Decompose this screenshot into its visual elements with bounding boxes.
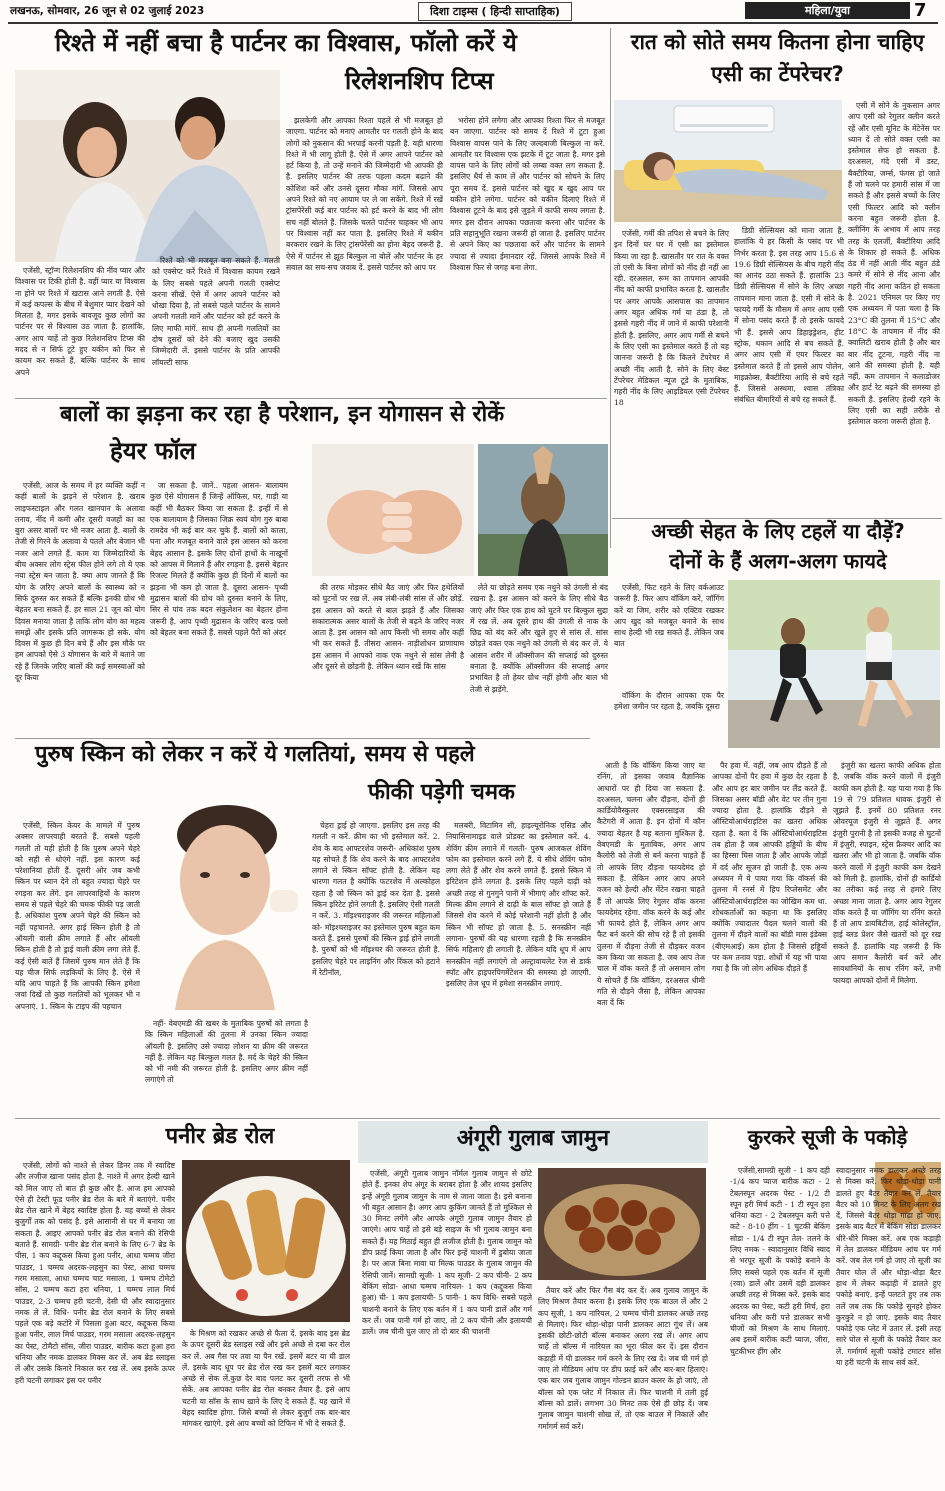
article3-headline-line2: हेयर फॉल <box>110 437 196 465</box>
article2-column-3: एसी में सोने के नुकसान अगर आप एसी को रेगुलर क्लीन करते रहें और एसी यूनिट के मेंटेनेंस पर ध्यान दें तो सोते वक्त एसी का इस्तेमाल सेफ हो सकता है. दरअसल, गंदे एसी में डस्ट, बैक्टीरिया, जर्म्स, फंगस हो जाते हैं जो चलने पर हमारी सांस में जा सकते हैं और इससे बच्चों के लिए एसी फिल्टर आदि को क्लीन करना बहुत जरूरी होता है. क्लीनिंग के अभाव में आप तरह तरह के एलर्जी, बैक्टीरिया आदि के शिकार हो सकते हैं. अधिक ठंड में नहीं आती नींद बहुत ठंडे कमरे में सोने से नींद आना और गहरी नींद आना कठिन हो सकता है. 2021 एनिमल पर किए गए एक अध्ययन में पता चला है कि 23°C की तुलना में 15°C और 18°C के तापमान में नींद की क्वालिटी खराब होती है और बार बार नींद टूटना, गहरी नींद ना आने की समस्या होती है. यही नहीं, कम तापमान ने कलाडोजर और हार्ट रेट बढ़ने की समस्या हो सकती है. इसलिए हेल्दी रहने के लिए एसी का सही तरीके से इस्तेमाल करना जरूरी होता है. <box>848 101 940 427</box>
article3-column-1: एजेंसी, आज के समय में हर व्यक्ति कहीं न कहीं बालों के झड़ने से परेशान है. खराब लाइफस्टाइल और गलत खानपान के अलावा तनाव, नींद में कमी और दूसरी वजहों का का बुरा असर बालों पर भी नजर आता है. बालों के तेजी से गिरने के अलावा ये पतले और बेजान भी नजर आने लगते हैं. काम या जिम्मेदारियों के बीच अक्सर लोग स्ट्रेस फील होने लगे तो ये एक नया स्ट्रेस बन जाता है. क्या आप जानते हैं कि योग के जरिए अपने बालों के स्वास्थ्य को न सिर्फ दुरुस्त कर सकते हैं बल्कि इनकी ग्रोथ भी बेहतर बना सकते हैं. हर साल 21 जून को योग दिवस मनाया जाता है ताकि लोग योग का महत्व समझें और इसके प्रति जागरूक हो सके. योग दिवस में कुछ ही दिन बचे हैं और इस मौके पर हम आपको ऐसे 3 योगासन के बारे में बताने जा रहे हैं जिनके जरिए बालों की कई समस्याओं को दूर किया <box>15 481 145 683</box>
article5-column-1: एजेंसी, स्किन केयर के मामले में पुरुष अक्सर लापरवाही बरतते हैं. सबसे पहली गलती तो यही होती है कि पुरुष अपने चेहरे को सही से धोएंगे नहीं. इस कारण कई परेशानियां होती हैं. दूसरी ओर जब कभी स्किन पर ध्यान देने तो बहुत ज्यादा चेहरे पर रगड़ना कर लेंगे. इन लापरवाहियों के कारण समय से पहले चेहरे की चमक फीकी पड़ जाती है. अधिकांश पुरुष अपने चेहरे की स्किन को नहीं पहचानते. अगर हाई स्किन होती है तो ऑयली वाली क्रीम लगाते हैं और ऑयली स्किन होती है तो ड्राई वाली क्रीम लगा लेते हैं. कई ऐसी बातें हैं जिसमें पुरुष मान लेते हैं कि यह चीज सिर्फ लड़कियों के लिए है. ऐसे में यदि आप चाहते हैं कि आपकी स्किन हमेशा जवां दिखें तो कुछ गलतियों को भूलकर भी न अपनाएं. 1. स्किन के टाइप की पहचान <box>15 821 140 1011</box>
article4-column-4: पैर हवा में. वहीं, जब आप दौड़ते हैं तो आपका दोनों पैर हवा में कुछ देर रहता है और आप हर बार जमीन पर लैंड करते हैं. जिसका असर बॉडी और वेट पर तीन गुना ज्यादा होता है. हालांकि दौड़ने से ऑस्टियोआर्थराइटिस का खतरा अधिक रहता है. बता दें कि ऑस्टियोआर्थराइटिस तब होता है जब आपकी हड्डियों के बीच का हिस्सा घिस जाता है और आपके जोड़ों में दर्द और सूजन हो जाती है. एक अन्य अध्ययन में ये पाया गया कि वॉकर्स की तुलना में रनर्स में हिप रिप्लेसमेंट और ऑस्टियोआर्थराइटिस का जोखिम कम था. शोधकर्ताओं का कहना था कि इसलिए क्योंकि ज्यादातर पैदल चलने वालों की तुलना में दौड़ने वालों का बॉडी मास इंडेक्स (बीएमआई) कम होता है जिससे हड्डियों पर कम तनाव पड़ा. शोधों में यह भी पाया गया है कि जो लोग अधिक दौड़ते हैं <box>712 761 827 974</box>
article4-headline-line2: दोनों के हैं अलग-अलग फायदे <box>669 549 887 573</box>
article5-column-2: नहीं- वेबएमडी की खबर के मुताबिक पुरुषों को लगता है कि स्किन महिलाओं की तुलना में उनका स्किन ज्यादा ऑयली है. इसलिए उसे ज्यादा लोशन या क्रीम की जरूरत नहीं है. लेकिन यह बिल्कुल गलत है. मर्द के चेहरे की स्किन को भी नमी की जरूरत होती है. इसलिए अगर क्रीम नहीं लगाएंगे तो <box>145 1019 308 1085</box>
article5-headline-line2: फीकी पड़ेगी चमक <box>368 780 515 805</box>
article5-headline-line1: पुरुष स्किन को लेकर न करें ये गलतियां, समय से पहले <box>35 742 475 767</box>
article1-column-4: भरोसा होने लगेगा और आपका रिश्ता फिर से मजबूत बन जाएगा. पार्टनर को समय दें रिश्ते में टूटा हुआ विश्वास वापस पाने के लिए जल्दबाजी बिल्कुल ना करें. आमतौर पर विश्वास एक झटके में टूट जाता है. मगर इसे वापस पाने के लिए लोगों को लम्बा वक्त लग सकता है. इसलिए धैर्य से काम लें और पार्टनर को सोचने के लिए पूरा समय दें. इससे पार्टनर को खुद ब खुद आप पर यकीन होने लगेगा. पार्टनर को यकीन दिलाएं रिश्ते में विश्वास टूटने के बाद इसे जुड़ने में काफी समय लगता है. मगर इस दौरान आपका पछतावा करना और पार्टनर के प्रति सहानुभूति रखना जरूरी हो जाता है. इसलिए पार्टनर से अपने किए का पछतावा करें और पार्टनर के सामने ज्यादा से ज्यादा ईमानदार रहें. जिससे आपके रिश्ते में विश्वास फिर से जगह बना लेगा. <box>450 116 605 272</box>
header-rule <box>8 22 938 24</box>
article4-headline-line1: अच्छी सेहत के लिए टहलें या दौड़ें? <box>651 519 905 543</box>
article2-column-1: एजेंसी, गर्मी की तपिश से बचने के लिए इन दिनों घर घर में एसी का इस्तेमाल किया जा रहा है. खासतौर पर रात के वक्त तो एसी के बिना लोगों को नींद ही नहीं आ रही. दरअसल, रूम का तापमान आपकी नींद को काफी प्रभावित करता है. खासतौर पर अगर आपके आसपास का तापमान अगर बहुत अधिक गर्म या ठंडा है, तो इससे गहरी नींद में जाने में काफी परेशानी होती है. इसलिए, अगर आप गर्मी से बचने के लिए एसी का इस्तेमाल करते हैं तो यह जानना जरूरी है कि कितने टेंपरेचर में अच्छी नींद आती है. सोने के लिए बेस्ट टेंपरेचर मेडिकल न्यूज टूडे के मुताबिक, गहरी नींद के लिए आइडियल एसी टेंपरेचर 18 <box>614 229 729 408</box>
article1-column-1: एजेंसी, स्ट्रॉन्ग रिलेशनशिप की नींव प्यार और विश्वास पर टिकी होती है. वहीं प्यार या विश्वास ना होने पर रिश्ते में खटास आने लगती है. ऐसे में कई कपल्स के बीच में बेशुमार प्यार देखने को मिलता है, मगर इसके बावजूद कुछ लोगों का पार्टनर पर से विश्वास उठ जाता है. हालांकि, अगर आप चाहें तो कुछ रिलेशनशिप टिप्स की मदद से न सिर्फ टूटे हुए यकीन को फिर से कायम कर सकते हैं, बल्कि पार्टनर के साथ अपने <box>15 266 145 377</box>
dateline: लखनऊ, सोमवार, 26 जून से 02 जुलाई 2023 <box>10 5 205 17</box>
article1-headline-line1: रिश्ते में नहीं बचा है पार्टनर का विश्वास, फॉलो करें ये <box>55 29 517 57</box>
article4-column-3: आती है कि वॉकिंग किया जाए या रनिंग, तो इसका जवाब वैज्ञानिक आधारों पर ही दिया जा सकता है. दरअसल, चलना और दौड़ना, दोनों ही कार्डियोवैस्कुलर एक्सरसाइज की कैटेगरी में आता है. इन दोनों में कौन ज्यादा बेहतर है यह बताना मुश्किल है. वेबएमडी के मुताबिक, अगर आप कैलोरी को तेजी से बर्न करना चाहते हैं तो आपके लिए दौड़ना फायदेमंद हो सकता है. लेकिन अगर आप अपने वजन को हेल्दी और मेंटेन रखना चाहते हैं तो आपके लिए रेगुलर वॉक करना फायदेमंद रहेगा. वॉक करने के कई और भी फायदे होते हैं, लेकिन अगर आप फैट बर्न करने की सोच रहे हैं तो इसकी तुलना में दौड़ना तेजी से दौड़कर वजन कम किया जा सकता है. जब आप तेज चाल में वॉक करते हैं तो असमान लोग ये सोचते हैं कि वॉकिंग, दरअसल धीमी गति से दौड़ने जैसा है, लेकिन आपका बता दें कि <box>597 761 705 1008</box>
sleeping-woman-photo <box>614 100 842 222</box>
section-rule <box>15 1118 940 1119</box>
article6-column-2: के मिश्रण को रखकर अच्छे से फैला दें. इसके बाद इस ब्रेड के ऊपर दूसरी ब्रेड स्लाइस रखें और इसे अच्छे से दबा कर रोल कर लें. अब गैस पर तवा या पैन रखें. इसमें बटर या घी डाल लें. इसके बाद धूप पर ब्रेड रोल रख कर इसमें बटर लगाकर अच्छे से सेक लें.कुछ देर बाद पलट कर दूसरी तरफ से भी सेकें. अब आपका पनीर ब्रेड रोल बनकर तैयार है. इसे आप चटनी या सॉस के साथ खाने के लिए दे सकते हैं. यह खाने में बेहद स्वादिष्ट होगा. जिसे बच्चों से लेकर बुजुर्ग तक बार-बार मांगकर खाएंगे. इसे आप बच्चों को टिफिन में भी दे सकते हैं. <box>182 1329 350 1429</box>
meditation-photo <box>478 444 608 576</box>
bread-roll-photo <box>182 1160 350 1322</box>
article5-column-3: चेहरा ड्राई हो जाएगा. इसलिए इस तरह की गलती न करें. क्रीम का भी इस्तेमाल करें. 2. शेव के बाद आफ्टरशेव जरूरी- अधिकांश पुरुष यह सोचते हैं कि शेव करने के बाद आफ्टरशेव लगाने से स्किन सॉफ्ट होती है. लेकिन यह धारणा गलत है क्योंकि फटरशेव में अल्कोहल रहता है जो स्किन को ड्राई कर देता है. इससे स्किन इरिटेट होने लगती है. इसलिए ऐसी गलती न करें. 3. मॉइश्चराइजर की जरूरत महिलाओं को- मॉइश्चराइजर का इस्तेमाल पुरुष बहुत कम करते हैं. इससे पुरुषों की स्किन ड्राई होने लगती है. पुरुषों को भी मॉइश्चर की जरूरत होती है. इसलिए चेहरे पर लाइनिंग और रिंकल को हटाने में रेटीनॉल, <box>312 821 440 977</box>
man-skincare-photo <box>145 795 305 1010</box>
couple-photo <box>15 70 280 262</box>
article7-column-1: एजेंसी, अंगूरी गुलाब जामुन नॉर्मल गुलाब जामुन से छोटे होते हैं. इनका शेप अंगूर के बराबर होता है और शायद इसलिए इन्हें अंगूरी गुलाब जामुन के नाम से जाना जाता है। इसे बनाना भी बहुत आसान है। अगर आप कुकिंग जानते हैं तो मुश्किल से 30 मिनट लगेंगे और आपके अंगूरी गुलाब जामुन तैयार हो जाएंगे। आप चाहें तो इसे बड़े साइज के भी गुलाब जामुन बना सकते हैं। यह मिठाई बहुत ही लजीज होती है। गुलाब जामुन को डीप फ्राई किया जाता है और फिर इन्हें चाशनी में डुबोया जाता है। पर आज बिना मावा या मिल्क पाउडर के गुलाब जामुन की रेसिपी जानें। सामग्री सूजी- 1 कप सूजी- 2 कप चीनी- 2 कप बेकिंग सोडा- आधा चम्मच नारियल- 1 कप (कद्दूकस किया हुआ) घी- 1 कप इलायची- 5 पानी- 1 कप विधि- सबसे पहले चाशनी बनाने के लिए एक बर्तन में 1 कप पानी डालें और गर्म कर लें। जब पानी गर्म हो जाए, तो 2 कप चीनी और इलायची डालें। जब चीनी घुल जाए तो दो बार की चाशनी <box>362 1169 532 1337</box>
article2-headline-line1: रात को सोते समय कितना होना चाहिए <box>630 30 925 54</box>
page-number: 7 <box>914 0 927 21</box>
section-rule <box>15 738 590 739</box>
article2-column-2: डिग्री सेल्सियस को माना जाता है. हालांकि ये हर किसी के पसंद पर भी निर्भर करता है. इस तरह आप 15.6 से 19.6 डिग्री सेल्सियस के बीच गहरी नींद का आनंद उठा सकते हैं. हालांकि 23 डिग्री सेल्सियस में सोने के लिए अच्छा तापमान माना जाता है. एसी में सोने के फायदे गर्मी के मौसम में अगर आप एसी में सोना पसंद करते हैं तो इसके फायदे भी हैं. इससे आप डिहाइड्रेशन, हीट स्ट्रोक, थकान आदि से बच सकते हैं. अगर आप एसी में एयर फिल्टर का इस्तेमाल करते हैं तो इससे आप पोलेन, माइक्रोब्स, बैक्टीरिया आदि से बचे रहते हैं. जिससे अस्थमा, श्वास तंत्रिका संबंधित बीमारियों से बचे रह सकते हैं. <box>734 226 844 405</box>
paper-name: दिशा टाइम्स ( हिन्दी साप्ताहिक) <box>418 2 572 21</box>
article8-column-1: एजेंसी,सामग्री सूजी - 1 कप दही -1/4 कप प्याज बारीक कटा - 2 टेबलस्पून अदरक पेस्ट - 1/2 टी स्पून हरी मिर्च कटी - 1 टी स्पून हरा धनिया कटा - 2 टेबलस्पून करी पत्ते कटे - 8-10 हींग - 1 चुटकी बेकिंग सोडा - 1/4 टी स्पून तेल- तलने के लिए नमक - स्वादानुसार विधि स्वाद से भरपूर सूजी के पकोड़े बनाने के लिए सबसे पहले एक बर्तन में सूजी (रवा) डालें और उसमें दही डालकर अच्छी तरह से मिक्स करें. इसके बाद अदरक का पेस्ट, कटी हरी मिर्च, हरा धनिया और करी पत्ते डालकर सभी चीजों को मिश्रण के साथ मिलाएं. अब इसमें बारीक कटी प्याज, जीरा, चुटकीभर हींग और <box>730 1166 830 1356</box>
article1-column-2: रिश्ते को भी मजबूत बना सकते हैं. गलती को एक्सेप्ट करें रिश्ते में विश्वास कायम रखने के लिए सबसे पहले अपनी गलती एक्सेप्ट करना सीखें. ऐसे में अगर आपने पार्टनर को धोखा दिया है, तो सबसे पहले पार्टनर के सामने अपनी गलती मानें और पार्टनर को हर्ट करने के लिए माफी मांगें. साथ ही अपनी गलतियों का दोष दूसरों को देने की बजाए खुद उसकी जिम्मेदारी लें. इससे पार्टनर के प्रति आपकी लॉयल्टी साफ <box>152 256 280 367</box>
article3-column-4: लेते या छोड़ते समय एक नथुने को उंगली से बंद रखना है. इस आसन को करने के लिए सीधे बैठ जाएं और फिर एक हाथ को घुटने पर बिल्कुल सुद्रा में रख लें. अब दूसरे हाथ की उंगली से नाक के छिद्र को बंद करें और खुले हुए से सांस लें. सांस छोड़ते वक्त एक नथुने को उंगली से बंद कर लें. ये आसन शरीर में ऑक्सीजन की सप्लाई को दुरुस्त बनाता है. क्योंकि ऑक्सीजन की सप्लाई अगर प्रभावित है तो हेयर ग्रोथ नहीं होगी और बाल भी तेजी से झड़ेंगे. <box>470 583 608 694</box>
article7-column-2: तैयार करें और फिर गैस बंद कर दें। अब गुलाब जामुन के लिए मिश्रण तैयार करना है। इसके लिए एक बाउल लें और 2 कप सूजी, 1 कप नारियल, 2 चम्मच चीनी डालकर अच्छे तरह से मिलाएं। फिर थोड़ा-थोड़ा पानी डालकर आटा गूंथ लें। अब इसकी छोटी-छोटी बॉल्स बनाकर अलग रख लें। अगर आप चाहें तो बॉल्स में नारियल का भूरा फील कर दें। इस दौरान कड़ाही में घी डालकर गर्म करने के लिए रख दें। जब घी गर्म हो जाए तो मीडियम आंच पर डीप फ्राई करें और बार-बार हिलाएं। एक बार जब गुलाब जामुन गोल्डन ब्राउन कलर के हो जाएं, तो बॉल्स को एक प्लेट में निकाल लें। फिर चाशनी में तली हुई बॉल्स को डालें। लगभग 30 मिनट तक ऐसे ही छोड़ दें। जब गुलाब जामुन चाशनी सोख लें, तो एक बाउल में निकालें और गर्मागर्म सर्व करें। <box>538 1286 708 1431</box>
article4-column-2: वॉकिंग के दौरान आपका एक पैर हमेशा जमीन पर रहता है, जबकि दूसरा <box>614 691 724 712</box>
article2-headline-line2: एसी का टेंपरेचर? <box>711 62 844 86</box>
article6-headline: पनीर ब्रेड रोल <box>165 1124 275 1149</box>
article5-column-4: मलबरी, विटामिन सी, हाइल्यूरोनिक एसिड और नियासिनामाइड वाले प्रोडक्ट का इस्तेमाल करें. 4. शेविंग क्रीम लगाने में गलती- पुरुष आजकल शेविंग फोम का इस्तेमाल करने लगे हैं. ये सीधे शेविंग फोम लगा लेते हैं और शेव करने लगते हैं. इससे स्किन में इरिटेशन होने लगता है. इसके लिए पहले दाढ़ी को अच्छी तरह से गुनगुने पानी में भीगाएं और शॉफ्ट करें. मिल्क क्रीम लगाने से दाढ़ी के बाल सॉफ्ट हो जाते हैं जिससे शेव करने में कोई परेशानी नहीं होती है और स्किन भी सॉफ्ट हो जाता है. 5. सनस्क्रीन नहीं लगाना- पुरुषों की यह धारणा रहती है कि सनस्क्रीन सिर्फ महिलाएं ही लगाती है. लेकिन यदि धूप में आप सनस्क्रीन नहीं लगाएंगे तो अल्ट्रावायलेट रेज से डार्क स्पॉट और हाइपरपिगमेंटेशन की समस्या हो जाएगी. इसलिए तेज धूप में हमेशा सनस्क्रीन लगाएं. <box>446 821 591 989</box>
gulab-jamun-photo <box>538 1168 706 1280</box>
article8-headline: कुरकरे सूजी के पकोड़े <box>747 1125 908 1149</box>
article7-headline: अंगूरी गुलाब जामुन <box>456 1126 610 1151</box>
nail-rubbing-photo <box>312 444 474 576</box>
article3-headline-line1: बालों का झड़ना कर रहा है परेशान, इन योगासन से रोकें <box>60 402 505 427</box>
article4-column-1: एजेंसी, फिट रहने के लिए वर्कआउट जरूरी है. फिर आप वॉकिंग करें, जॉगिंग करें या जिम, शरीर को एक्टिव रखकर आप खुद को मजबूत बनाने के साथ साथ हेल्दी भी रख सकते हैं. लेकिन जब बात <box>614 583 724 649</box>
article8-column-2: स्वादानुसार नमक डालकर अच्छे तरह से मिक्स करें. फिर थोड़ा-थोड़ा पानी डालते हुए बैटर तैयार कर लें. तैयार बैटर को 10 मिनट के लिए अलग रख दें, जिससे बैटर थोड़ा गाढ़ा हो जाए. इसके बाद बैटर में बेकिंग सोडा डालकर धीरे-धीरे मिक्स करें. अब एक कड़ाही में तेल डालकर मीडियम आंच पर गर्म करें. जब तेल गर्म हो जाए तो सूजी का तैयार घोल लें और थोड़ा-थोड़ा बैटर हाथ में लेकर कढ़ाही में डालते हुए पकोड़े बनाएं. इन्हें पलटते हुए तब तक तलें जब तक कि पकोड़े सुनहरे होकर कुरकुरे न हो जाएं. इसके बाद तैयार पकोड़े एक प्लेट में उतार लें. इसी तरह सारे घोल से सूजी के पकोड़े तैयार कर लें. गर्मागर्म सूजी पकोड़े टमाटर सॉस या हरी चटनी के साथ सर्व करें. <box>836 1166 941 1368</box>
article3-column-2: जा सकता है. जानें.. पहला आसन- बालायम कुछ ऐसे योगासन हैं जिन्हें ऑफिस, घर, गाड़ी या कहीं भी बैठकर किया जा सकता है. इन्हीं में से एक बालायाम है जिसका जिक्र स्वयं योग गुरु बाबा रामदेव भी कई बार कर चुके हैं. बालों को काला, घना और मजबूत बनाने वाले इस आसन को करना बेहद आसान है. इसके लिए दोनों हाथों के नाखूनों को आपस में मिलाने हैं और रगड़ना है. इससे बेहतर रिजल्ट मिलते हैं क्योंकि कुछ ही दिनों में बालों का झड़ना भी कम हो जाता है. दूसरा आसन- पृथ्वी मुद्रासन बालों की ग्रोथ को दुरुस्त बनाने के लिए, सिर से पांव तक बदन संकुलेशन का बेहतर होना जरूरी है. आप पृथ्वी मुद्रासन के जरिए बल्ड फ्लो को बेहतर बना सकते हैं. सबसे पहले पैरों को अंदर <box>150 481 288 637</box>
section-label: महिला/युवा <box>745 2 910 19</box>
column-separator <box>610 28 611 548</box>
article6-column-1: एजेंसी, लोगों को नाश्ते से लेकर डिनर तक में स्वादिष्ट और लजीज खाना पसंद होता है. नाश्ते में अगर हेल्दी खाने को मिल जाए तो बात ही कुछ और है. आज हम आपको ऐसे ही टेस्टी फूड पनीर ब्रेड रोल के बारे में बताएंगे. पनीर ब्रेड रोल खाने में बेहद स्वादिष्ट होता है. यह बच्चों से लेकर बुजुर्गों तक को पसंद है. इसे आसानी से घर में बनाया जा सकता है. आइए आपको पनीर ब्रेड रोल बनाने की रेसिपी बताते हैं. सामग्री- पनीर ब्रेड रोल बनाने के लिए 6-7 ब्रेड के पीस, 1 कप कद्दूकस किया हुआ पनीर, आधा चम्मच जीरा पाउडर, 1 चम्मच अदरक-लहसुन का पेस्ट, आधा चम्मच गरम मसाला, आधा चम्मच चाट मसाला, 1 चम्मच टोमेटो सॉस, 2 चम्मच कटा हरा धनिया, 1 चम्मच लाल मिर्च पाउडर, 2-3 चम्मच हरी चटनी, देसी घी और स्वादानुसार नमक ले लें. विधि- पनीर ब्रेड रोल बनाने के लिए सबसे पहले एक बड़े कटोरे में पिसला हुआ बटर, कद्दूकस किया हुआ पनीर, लाल मिर्च पाउडर, गरम मसाला अदरक-लहसुन का पेस्ट, टोमैटो सॉस, जीरा पाउडर, बारीक कटा हुआ हरा धनिया और नमक डालकर मिक्स कर लें. अब ब्रेड स्लाइस लें और उसके किनारे निकाल कर रख लें. अब इसके ऊपर हरी चटनी लगाकर इस पर पनीर <box>15 1161 175 1385</box>
article1-column-3: झलकेगी और आपका रिश्ता पहले से भी मजबूत हो जाएगा. पार्टनर को मनाएं आमतौर पर गलती होने के बाद लोगों को नुकसान की भरपाई करनी पड़ती है. यही धारणा रिश्ते में भी लागू होती है. ऐसे में अगर आपने पार्टनर को हर्ट किया है, तो उन्हें मनाने की जिम्मेदारी भी आपकी ही है. इसलिए पार्टनर की तरफ पहला कदम बढ़ाने की कोशिश करें और उनसे दूसरा मौका मांगें. जिससे आप अपने रिश्ते को नए आयाम पर ले जा सकेंगे. रिश्ते में रखें ट्रांसपेरेंसी कई बार पार्टनर को हर्ट करने के बाद भी लोग सच नहीं बोलते हैं. जिसके चलते पार्टनर चाहकर भी आप पर विश्वास नहीं कर पाता है. इसलिए रिश्ते में यकीन बरकरार रखने के लिए ट्रांसपेरेंसी का होना बेहद जरूरी है. ऐसे में पार्टनर से झूठ बिल्कुल ना बोलें और पार्टनर के हर सवाल का सच-सच जवाब दें. इससे पार्टनर को आप पर <box>286 116 443 272</box>
article3-column-3: की तरफ मोड़कर सीधे बैठ जाएं और फिर हथेलियों को घुटनों पर रख लें. अब लंबी-लंबी सांस लें और छोड़ें. इस आसन को करते से बाल झड़ते हैं और जिसका सकारात्मक असर बालों के तेजी से बढ़ने के जरिए नजर आता है. इस आसन को आप किसी भी समय और कहीं भी कर सकते हैं. तीसरा आसन- नाड़ीशोधन प्राणायाम इस आसन में आपको नाक एक नथुने से सांस लेनी है और दूसरे से छोड़नी है. लेकिन ध्यान रखें कि सांस <box>312 583 464 672</box>
article1-headline-line2: रिलेशनशिप टिप्स <box>345 67 494 95</box>
page-header <box>0 0 945 24</box>
article4-column-5: इंजुरी का खतरा काफी अधिक होता है, जबकि वॉक करने वालों में इंजुरी काफी कम होती है. यह पाया गया है कि 19 से 79 प्रतिशत धावक इंजुरी से जूझते हैं. इनमें 80 प्रतिशत रनर ओवरयूज इंजुरी से जूझते हैं. अगर इंजुरी पुरानी है तो इसकी वजह से घुटनों में इंजुरी, स्पाइन, स्ट्रेस फ्रैक्चर आदि का खतरा और भी हो जाता है. जबकि वॉक करने वालों में इंजुरी काफी कम देखने को मिली है. हालांकि, दोनों ही कार्डियो का तरीका कई तरह से हमारे लिए अच्छा माना जाता है. अगर आप रेगुलर वॉक करते हैं या जॉगिंग या रनिंग करते हैं तो आप डायबिटीज, हाई कोलेस्ट्रॉल, हाई ब्लड प्रेशर जैसे खतरों को दूर रख सकते हैं. हालांकि यह जरूरी है कि आप समान कैलोरी बर्न करें और सावधानियों के साथ रनिंग करें, तभी फायदा आपको दोनों में मिलेगा. <box>833 761 941 985</box>
section-rule <box>15 398 607 399</box>
runners-photo <box>728 580 940 748</box>
